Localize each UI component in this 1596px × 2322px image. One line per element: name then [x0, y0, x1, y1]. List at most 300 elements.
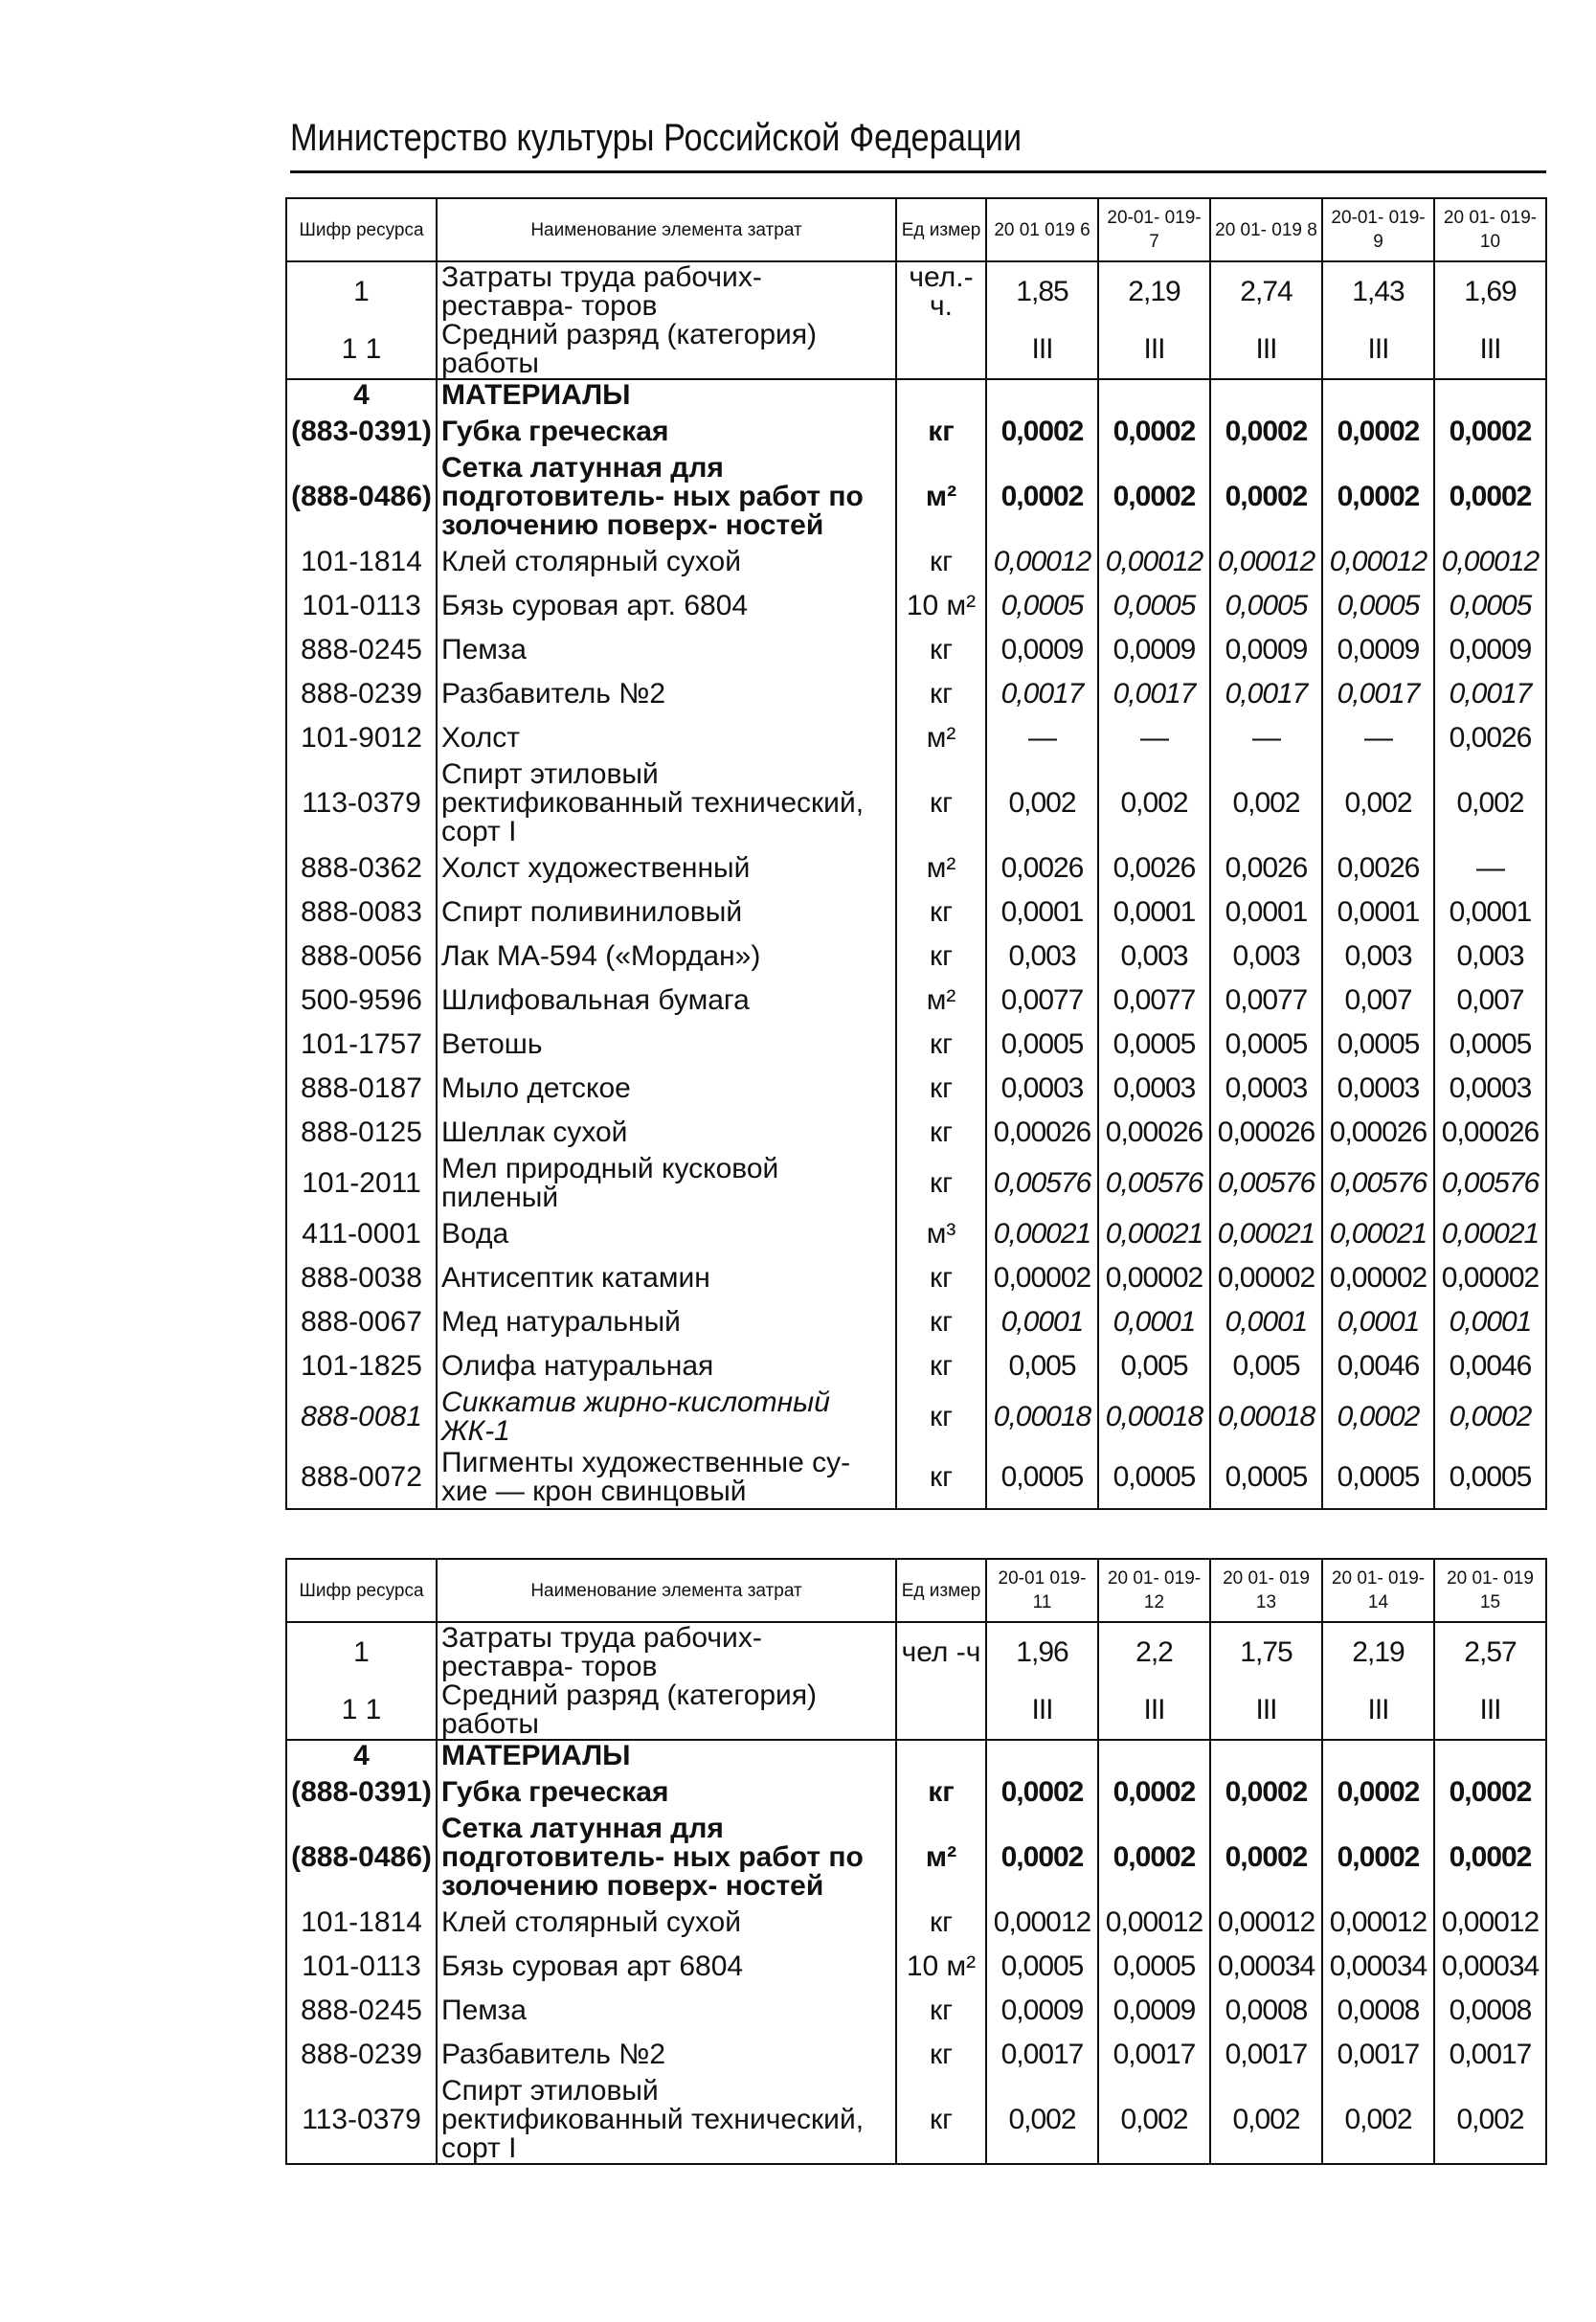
value-cell: 0,0002: [1434, 1388, 1546, 1446]
unit-of-measure: кг: [896, 540, 986, 584]
unit-of-measure: кг: [896, 1344, 986, 1388]
value-cell: 0,0002: [986, 1770, 1098, 1815]
value-cell: 0,0017: [1434, 2033, 1546, 2077]
resource-code: 101-0113: [286, 1945, 437, 1989]
value-cell: III: [1322, 321, 1434, 379]
value-cell: III: [1434, 1681, 1546, 1740]
resource-code: 101-0113: [286, 584, 437, 628]
table-row: [286, 628, 1546, 672]
value-cell: 0,0002: [1098, 1770, 1210, 1815]
value-cell: 0,0077: [986, 979, 1098, 1023]
cost-element-name: Средний разряд (категория) работы: [437, 321, 896, 379]
cost-element-name: Сетка латунная для подготовитель- ных работ по золочению поверх- ностей: [437, 1815, 896, 1901]
value-cell: 0,0077: [1210, 979, 1322, 1023]
unit-of-measure: м²: [896, 979, 986, 1023]
resource-code: 411-0001: [286, 1212, 437, 1256]
header-unit: Ед измер: [896, 1559, 986, 1622]
resource-code: 888-0245: [286, 628, 437, 672]
value-cell: 0,0008: [1322, 1989, 1434, 2033]
value-cell: 0,00018: [1098, 1388, 1210, 1446]
table-row: [286, 2033, 1546, 2077]
value-cell: 0,002: [1434, 760, 1546, 846]
cost-element-name: Сетка латунная для подготовитель- ных работ по золочению поверх- ностей: [437, 454, 896, 540]
value-cell: [1210, 1740, 1322, 1770]
value-cell: 0,002: [1098, 760, 1210, 846]
page-header: [290, 111, 1546, 173]
value-cell: 0,002: [986, 2077, 1098, 2164]
table-row: [286, 1945, 1546, 1989]
value-cell: 0,003: [1434, 935, 1546, 979]
value-cell: 0,00012: [1210, 1901, 1322, 1945]
value-cell: 0,0005: [1322, 1446, 1434, 1509]
value-cell: 0,0002: [986, 410, 1098, 454]
table-row: [286, 1155, 1546, 1212]
value-cell: 0,00576: [1210, 1155, 1322, 1212]
value-cell: 0,00012: [1098, 540, 1210, 584]
unit-of-measure: кг: [896, 1256, 986, 1300]
value-cell: 0,0017: [1434, 672, 1546, 716]
value-cell: 0,00012: [1210, 540, 1322, 584]
value-cell: 0,0017: [1210, 672, 1322, 716]
table-row: [286, 1067, 1546, 1111]
value-cell: 0,00002: [1210, 1256, 1322, 1300]
unit-of-measure: [896, 321, 986, 379]
table-header-row: [286, 1559, 1546, 1622]
value-cell: 0,0001: [1210, 1300, 1322, 1344]
resource-code: 888-0038: [286, 1256, 437, 1300]
value-cell: III: [986, 1681, 1098, 1740]
resource-code: 888-0239: [286, 2033, 437, 2077]
value-cell: 0,0005: [1098, 1023, 1210, 1067]
table-row: [286, 454, 1546, 540]
value-cell: 2,19: [1322, 1622, 1434, 1681]
cost-element-name: Пемза: [437, 628, 896, 672]
resource-code: 4: [286, 1740, 437, 1770]
unit-of-measure: кг: [896, 890, 986, 935]
value-cell: 0,00018: [1210, 1388, 1322, 1446]
cost-element-name: Губка греческая: [437, 410, 896, 454]
header-col: 20 01 019 6: [986, 198, 1098, 261]
resource-code: 888-0056: [286, 935, 437, 979]
value-cell: 0,0002: [1210, 410, 1322, 454]
value-cell: 0,007: [1434, 979, 1546, 1023]
resource-code: 101-1814: [286, 1901, 437, 1945]
resource-code: 888-0245: [286, 1989, 437, 2033]
value-cell: 0,0002: [1322, 1770, 1434, 1815]
value-cell: 2,19: [1098, 261, 1210, 321]
value-cell: 0,00576: [1322, 1155, 1434, 1212]
unit-of-measure: [896, 1681, 986, 1740]
table-row: [286, 1989, 1546, 2033]
value-cell: 0,0002: [1098, 1815, 1210, 1901]
value-cell: 0,0009: [986, 628, 1098, 672]
resource-code: (883-0391): [286, 410, 437, 454]
resource-code: 101-1814: [286, 540, 437, 584]
value-cell: 0,00026: [986, 1111, 1098, 1155]
value-cell: —: [1210, 716, 1322, 760]
unit-of-measure: кг: [896, 1770, 986, 1815]
resource-code: 101-1825: [286, 1344, 437, 1388]
table-row: [286, 1622, 1546, 1681]
unit-of-measure: кг: [896, 1388, 986, 1446]
cost-element-name: Средний разряд (категория) работы: [437, 1681, 896, 1740]
table-row: [286, 1740, 1546, 1770]
value-cell: 0,0002: [1098, 410, 1210, 454]
cost-element-name: Мед натуральный: [437, 1300, 896, 1344]
page-title: Министерство культуры Российской Федерации: [290, 117, 1023, 159]
value-cell: 0,0003: [1434, 1067, 1546, 1111]
value-cell: [1434, 1740, 1546, 1770]
unit-of-measure: кг: [896, 628, 986, 672]
unit-of-measure: кг: [896, 410, 986, 454]
header-col: 20 01- 019-10: [1434, 198, 1546, 261]
value-cell: 0,0002: [1434, 1815, 1546, 1901]
value-cell: III: [1322, 1681, 1434, 1740]
resource-code: 888-0239: [286, 672, 437, 716]
table-row: [286, 716, 1546, 760]
value-cell: 0,0005: [1322, 1023, 1434, 1067]
resource-code: 888-0125: [286, 1111, 437, 1155]
value-cell: 0,002: [1210, 760, 1322, 846]
value-cell: 0,0002: [1098, 454, 1210, 540]
value-cell: 0,0009: [1098, 1989, 1210, 2033]
unit-of-measure: кг: [896, 760, 986, 846]
unit-of-measure: м²: [896, 1815, 986, 1901]
value-cell: 0,0046: [1322, 1344, 1434, 1388]
value-cell: 0,002: [1322, 2077, 1434, 2164]
value-cell: 0,0009: [1210, 628, 1322, 672]
resource-code: 1 1: [286, 321, 437, 379]
value-cell: 0,0002: [1322, 1388, 1434, 1446]
cost-element-name: Вода: [437, 1212, 896, 1256]
value-cell: [1098, 1740, 1210, 1770]
value-cell: 0,00012: [986, 540, 1098, 584]
value-cell: 1,85: [986, 261, 1098, 321]
value-cell: 0,0005: [1098, 584, 1210, 628]
value-cell: 0,0002: [1434, 410, 1546, 454]
value-cell: —: [1434, 846, 1546, 890]
value-cell: 0,0003: [1322, 1067, 1434, 1111]
resource-code: 888-0072: [286, 1446, 437, 1509]
table-row: [286, 261, 1546, 321]
value-cell: 0,0005: [986, 1446, 1098, 1509]
value-cell: 0,0009: [1098, 628, 1210, 672]
value-cell: 0,0009: [1434, 628, 1546, 672]
table-row: [286, 979, 1546, 1023]
table-row: [286, 584, 1546, 628]
table-row: [286, 1815, 1546, 1901]
value-cell: 0,0017: [1210, 2033, 1322, 2077]
cost-element-name: Спирт этиловый ректификованный технический, сорт I: [437, 760, 896, 846]
value-cell: 0,0003: [986, 1067, 1098, 1111]
value-cell: 0,0002: [986, 1815, 1098, 1901]
unit-of-measure: кг: [896, 1155, 986, 1212]
unit-of-measure: кг: [896, 1067, 986, 1111]
unit-of-measure: кг: [896, 2077, 986, 2164]
cost-element-name: Мел природный кусковой пиленый: [437, 1155, 896, 1212]
table-row: [286, 1770, 1546, 1815]
value-cell: 1,43: [1322, 261, 1434, 321]
unit-of-measure: м²: [896, 846, 986, 890]
value-cell: 0,00021: [1210, 1212, 1322, 1256]
resource-code: 4: [286, 379, 437, 410]
table-row: [286, 379, 1546, 410]
unit-of-measure: кг: [896, 935, 986, 979]
cost-element-name: Клей столярный сухой: [437, 1901, 896, 1945]
value-cell: 0,0002: [1322, 410, 1434, 454]
cost-element-name: Затраты труда рабочих-реставра- торов: [437, 1622, 896, 1681]
cost-element-name: Пигменты художественные су- хие — крон свинцовый: [437, 1446, 896, 1509]
value-cell: 0,0001: [1210, 890, 1322, 935]
value-cell: —: [1098, 716, 1210, 760]
unit-of-measure: м²: [896, 716, 986, 760]
header-code: Шифр ресурса: [286, 198, 437, 261]
resource-code: 888-0362: [286, 846, 437, 890]
header-code: Шифр ресурса: [286, 1559, 437, 1622]
cost-element-name: Антисептик катамин: [437, 1256, 896, 1300]
value-cell: 0,00002: [1322, 1256, 1434, 1300]
value-cell: 1,75: [1210, 1622, 1322, 1681]
value-cell: 0,00576: [1434, 1155, 1546, 1212]
value-cell: 0,0008: [1434, 1989, 1546, 2033]
value-cell: 0,0001: [1434, 1300, 1546, 1344]
value-cell: 0,00012: [986, 1901, 1098, 1945]
value-cell: 0,002: [1098, 2077, 1210, 2164]
value-cell: 0,0077: [1098, 979, 1210, 1023]
unit-of-measure: 10 м²: [896, 584, 986, 628]
cost-element-name: МАТЕРИАЛЫ: [437, 1740, 896, 1770]
value-cell: 0,00002: [1098, 1256, 1210, 1300]
value-cell: 0,0026: [1210, 846, 1322, 890]
unit-of-measure: кг: [896, 1111, 986, 1155]
cost-element-name: Бязь суровая арт. 6804: [437, 584, 896, 628]
value-cell: 0,0002: [1210, 1815, 1322, 1901]
value-cell: 0,0002: [986, 454, 1098, 540]
unit-of-measure: [896, 379, 986, 410]
value-cell: 0,00021: [1098, 1212, 1210, 1256]
table-row: [286, 1212, 1546, 1256]
value-cell: III: [1098, 1681, 1210, 1740]
table-row: [286, 935, 1546, 979]
value-cell: 0,0005: [986, 1945, 1098, 1989]
cost-element-name: Холст художественный: [437, 846, 896, 890]
header-col: 20-01 019-11: [986, 1559, 1098, 1622]
resource-code: 888-0081: [286, 1388, 437, 1446]
value-cell: 2,2: [1098, 1622, 1210, 1681]
value-cell: 0,0005: [986, 584, 1098, 628]
value-cell: 0,00026: [1434, 1111, 1546, 1155]
resource-code: 888-0187: [286, 1067, 437, 1111]
value-cell: 0,005: [1098, 1344, 1210, 1388]
unit-of-measure: чел.-ч.: [896, 261, 986, 321]
value-cell: 0,00034: [1434, 1945, 1546, 1989]
cost-element-name: Разбавитель №2: [437, 672, 896, 716]
header-col: 20 01- 019 8: [1210, 198, 1322, 261]
unit-of-measure: м³: [896, 1212, 986, 1256]
cost-element-name: Шеллак сухой: [437, 1111, 896, 1155]
value-cell: 0,00018: [986, 1388, 1098, 1446]
header-name: Наименование элемента затрат: [437, 198, 896, 261]
value-cell: 0,002: [1434, 2077, 1546, 2164]
resource-code: 1 1: [286, 1681, 437, 1740]
table-row: [286, 1256, 1546, 1300]
table-header-row: [286, 198, 1546, 261]
value-cell: 0,00012: [1434, 1901, 1546, 1945]
value-cell: 0,0005: [1210, 584, 1322, 628]
resource-code: 1: [286, 261, 437, 321]
value-cell: 0,0005: [1434, 1446, 1546, 1509]
unit-of-measure: [896, 1740, 986, 1770]
value-cell: 0,005: [1210, 1344, 1322, 1388]
value-cell: 0,0017: [1322, 672, 1434, 716]
cost-element-name: Спирт поливиниловый: [437, 890, 896, 935]
value-cell: 0,0009: [986, 1989, 1098, 2033]
value-cell: [1322, 379, 1434, 410]
value-cell: 0,0008: [1210, 1989, 1322, 2033]
value-cell: 0,00002: [986, 1256, 1098, 1300]
value-cell: 0,002: [1322, 760, 1434, 846]
value-cell: 0,0017: [986, 672, 1098, 716]
cost-element-name: Разбавитель №2: [437, 2033, 896, 2077]
value-cell: 0,0005: [1434, 1023, 1546, 1067]
value-cell: 0,0002: [1322, 454, 1434, 540]
table-row: [286, 1023, 1546, 1067]
value-cell: 0,0005: [1098, 1446, 1210, 1509]
cost-element-name: Затраты труда рабочих-реставра- торов: [437, 261, 896, 321]
cost-element-name: Сиккатив жирно-кислотный ЖК-1: [437, 1388, 896, 1446]
table-row: [286, 890, 1546, 935]
table-row: [286, 410, 1546, 454]
value-cell: 0,0017: [986, 2033, 1098, 2077]
unit-of-measure: кг: [896, 1901, 986, 1945]
value-cell: 0,00012: [1322, 540, 1434, 584]
resource-code: 101-1757: [286, 1023, 437, 1067]
value-cell: [1434, 379, 1546, 410]
value-cell: 0,0001: [986, 1300, 1098, 1344]
resource-code: 101-2011: [286, 1155, 437, 1212]
value-cell: 0,0017: [1322, 2033, 1434, 2077]
value-cell: III: [1434, 321, 1546, 379]
resource-code: (888-0391): [286, 1770, 437, 1815]
value-cell: [986, 1740, 1098, 1770]
value-cell: 0,005: [986, 1344, 1098, 1388]
table-row: [286, 846, 1546, 890]
table-row: [286, 672, 1546, 716]
value-cell: III: [1210, 321, 1322, 379]
resource-code: (888-0486): [286, 454, 437, 540]
header-name: Наименование элемента затрат: [437, 1559, 896, 1622]
value-cell: 0,00002: [1434, 1256, 1546, 1300]
value-cell: III: [1210, 1681, 1322, 1740]
value-cell: 1,96: [986, 1622, 1098, 1681]
unit-of-measure: кг: [896, 1023, 986, 1067]
value-cell: 0,0001: [1322, 890, 1434, 935]
unit-of-measure: кг: [896, 672, 986, 716]
header-col: 20-01- 019-9: [1322, 198, 1434, 261]
table-row: [286, 1901, 1546, 1945]
value-cell: 0,0017: [1098, 672, 1210, 716]
cost-element-name: Ветошь: [437, 1023, 896, 1067]
value-cell: 0,0046: [1434, 1344, 1546, 1388]
cost-table-1: [285, 197, 1547, 1510]
value-cell: 0,0026: [1434, 716, 1546, 760]
value-cell: 0,0001: [1322, 1300, 1434, 1344]
unit-of-measure: кг: [896, 1989, 986, 2033]
unit-of-measure: 10 м²: [896, 1945, 986, 1989]
value-cell: [986, 379, 1098, 410]
cost-element-name: МАТЕРИАЛЫ: [437, 379, 896, 410]
value-cell: 0,0017: [1098, 2033, 1210, 2077]
value-cell: 0,0005: [1322, 584, 1434, 628]
value-cell: [1322, 1740, 1434, 1770]
resource-code: 888-0067: [286, 1300, 437, 1344]
unit-of-measure: м²: [896, 454, 986, 540]
table-row: [286, 1300, 1546, 1344]
value-cell: 0,002: [1210, 2077, 1322, 2164]
resource-code: 113-0379: [286, 2077, 437, 2164]
header-rule: [290, 170, 1546, 173]
value-cell: 2,57: [1434, 1622, 1546, 1681]
value-cell: 0,00012: [1322, 1901, 1434, 1945]
cost-element-name: Бязь суровая арт 6804: [437, 1945, 896, 1989]
value-cell: 0,00576: [1098, 1155, 1210, 1212]
value-cell: 2,74: [1210, 261, 1322, 321]
unit-of-measure: чел -ч: [896, 1622, 986, 1681]
value-cell: 0,00034: [1210, 1945, 1322, 1989]
value-cell: 0,0001: [1434, 890, 1546, 935]
table-row: [286, 760, 1546, 846]
cost-element-name: Шлифовальная бумага: [437, 979, 896, 1023]
header-col: 20 01- 019-12: [1098, 1559, 1210, 1622]
value-cell: 0,0002: [1210, 454, 1322, 540]
value-cell: 0,00021: [986, 1212, 1098, 1256]
value-cell: 0,0005: [1210, 1023, 1322, 1067]
table-row: [286, 540, 1546, 584]
value-cell: 0,0001: [1098, 890, 1210, 935]
value-cell: 0,0026: [1098, 846, 1210, 890]
value-cell: 0,0005: [986, 1023, 1098, 1067]
unit-of-measure: кг: [896, 1446, 986, 1509]
value-cell: 0,00012: [1434, 540, 1546, 584]
value-cell: 0,0002: [1210, 1770, 1322, 1815]
value-cell: 0,007: [1322, 979, 1434, 1023]
value-cell: 0,0002: [1322, 1815, 1434, 1901]
table-row: [286, 1681, 1546, 1740]
value-cell: 0,0001: [986, 890, 1098, 935]
table-row: [286, 2077, 1546, 2164]
header-col: 20 01- 019-14: [1322, 1559, 1434, 1622]
cost-element-name: Олифа натуральная: [437, 1344, 896, 1388]
value-cell: III: [1098, 321, 1210, 379]
value-cell: 0,003: [1210, 935, 1322, 979]
resource-code: (888-0486): [286, 1815, 437, 1901]
value-cell: 0,00034: [1322, 1945, 1434, 1989]
value-cell: 0,003: [1098, 935, 1210, 979]
value-cell: 0,00026: [1322, 1111, 1434, 1155]
cost-element-name: Спирт этиловый ректификованный технический, сорт I: [437, 2077, 896, 2164]
value-cell: —: [1322, 716, 1434, 760]
header-col: 20-01- 019-7: [1098, 198, 1210, 261]
cost-element-name: Пемза: [437, 1989, 896, 2033]
resource-code: 888-0083: [286, 890, 437, 935]
resource-code: 1: [286, 1622, 437, 1681]
table-row: [286, 1111, 1546, 1155]
value-cell: 0,0009: [1322, 628, 1434, 672]
value-cell: 0,0003: [1210, 1067, 1322, 1111]
cost-table-2: [285, 1558, 1547, 2165]
value-cell: 0,002: [986, 760, 1098, 846]
value-cell: 0,0026: [1322, 846, 1434, 890]
